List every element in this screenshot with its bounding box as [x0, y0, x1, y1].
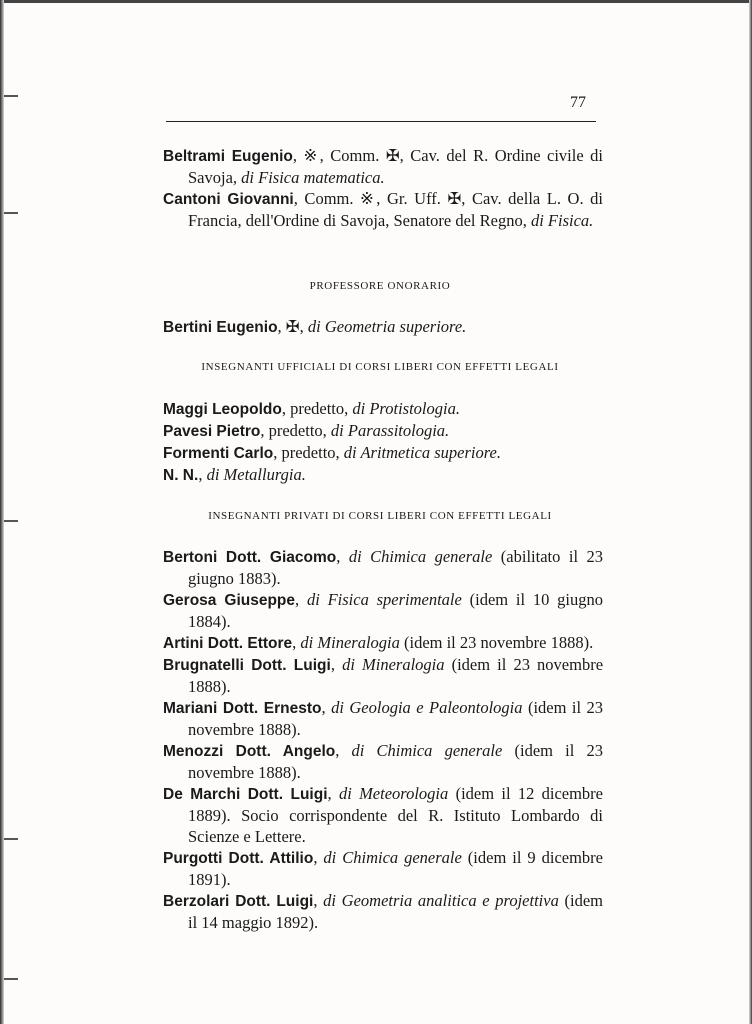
- section-heading-official: INSEGNANTI UFFICIALI DI CORSI LIBERI CON EFFETTI LEGALI: [201, 361, 559, 373]
- entry-name: Bertini Eugenio: [163, 319, 278, 336]
- entry-name: Formenti Carlo: [163, 445, 274, 462]
- entry: [163, 546, 603, 589]
- entry-note: (idem il 10 giugno 1884).: [188, 590, 603, 631]
- entry-field: di Fisica sperimentale: [306, 590, 462, 609]
- entry: [163, 316, 603, 338]
- entry-text: ,: [295, 590, 307, 609]
- entry-field: di Geometria analitica e projettiva: [323, 891, 559, 910]
- entry-text: ,: [313, 848, 324, 867]
- entry-name: Pavesi Pietro: [163, 423, 261, 440]
- entry-text: ,: [198, 465, 207, 484]
- entry-name: Berzolari Dott. Luigi: [163, 893, 314, 910]
- section-heading-private: INSEGNANTI PRIVATI DI CORSI LIBERI CON EFFETTI LEGALI: [208, 510, 552, 522]
- entry-field: di Fisica.: [530, 211, 594, 230]
- entry: [163, 589, 603, 632]
- entry: [163, 697, 603, 740]
- header-rule: [166, 121, 596, 122]
- entry-text: , predetto,: [281, 399, 353, 418]
- entry-note: (idem il 23 novembre 1888).: [188, 655, 604, 696]
- entry-name: Bertoni Dott. Giacomo: [163, 549, 337, 566]
- entry-field: di Fisica matematica.: [241, 168, 385, 187]
- official-entries: [163, 398, 603, 486]
- entry-text: ,: [313, 891, 324, 910]
- entry-note: (abilitato il 23 giugno 1883).: [188, 547, 604, 588]
- entry-note: (idem il 14 maggio 1892).: [188, 891, 603, 932]
- entry-field: di Mineralogia: [342, 655, 445, 674]
- entry: [163, 890, 603, 933]
- entry-name: Mariani Dott. Ernesto: [163, 700, 322, 717]
- entry-name: Artini Dott. Ettore: [163, 635, 293, 652]
- entry-name: Cantoni Giovanni: [163, 191, 294, 208]
- entry-note: (idem il 9 dicembre 1891).: [188, 848, 604, 889]
- page-number: 77: [570, 94, 586, 111]
- entry-name: Purgotti Dott. Attilio: [163, 850, 314, 867]
- entry: [163, 654, 603, 697]
- page-left-edge: [0, 0, 4, 1024]
- entry-field: di Mineralogia: [300, 633, 400, 652]
- section-heading-honorary: PROFESSORE ONORARIO: [309, 280, 451, 292]
- entry: [163, 740, 603, 783]
- entry-field: di Chimica generale: [348, 547, 493, 566]
- entry: [163, 398, 603, 420]
- margin-mark: [4, 520, 18, 522]
- entry-note: (idem il 23 novembre 1888).: [188, 741, 603, 782]
- entry: [163, 188, 603, 231]
- entry-name: Maggi Leopoldo: [163, 401, 282, 418]
- entry-text: , predetto,: [273, 443, 344, 462]
- entry: [163, 783, 603, 847]
- private-entries: [163, 546, 603, 933]
- entry-field: di Geologia e Paleontologia: [331, 698, 523, 717]
- entry-name: Brugnatelli Dott. Luigi: [163, 657, 331, 674]
- honorary-entries: [163, 316, 603, 338]
- entry-name: Menozzi Dott. Angelo: [163, 743, 336, 760]
- entry-field: di Geometria superiore.: [307, 317, 467, 336]
- entry: [163, 464, 603, 486]
- entry-text: , ✠,: [277, 317, 308, 336]
- entry: [163, 145, 603, 188]
- entry-text: , ※, Comm. ✠, Cav. del R. Ordine civile di Savoja,: [188, 146, 604, 187]
- top-entries: [163, 145, 603, 231]
- entry-text: ,: [327, 784, 339, 803]
- entry-field: di Parassitologia.: [330, 421, 450, 440]
- margin-mark: [4, 838, 18, 840]
- entry-text: ,: [321, 698, 332, 717]
- entry-note: (idem il 12 dicembre 1889). Socio corrispondente del R. Istituto Lombardo di Scienze e Lettere.: [188, 784, 604, 846]
- entry-field: di Meteorologia: [338, 784, 449, 803]
- entry-text: ,: [330, 655, 343, 674]
- entry-text: ,: [336, 547, 349, 566]
- entry-text: ,: [335, 741, 352, 760]
- entry-name: Gerosa Giuseppe: [163, 592, 296, 609]
- margin-mark: [4, 212, 18, 214]
- margin-mark: [4, 978, 18, 980]
- page-top-edge: [0, 0, 752, 3]
- entry-field: di Aritmetica superiore.: [343, 443, 501, 462]
- entry-text: , Comm. ※, Gr. Uff. ✠, Cav. della L. O. di Francia, dell'Ordine di Savoja, Senatore del Regno,: [188, 189, 603, 230]
- entry-name: Beltrami Eugenio: [163, 148, 293, 165]
- entry-field: di Chimica generale: [351, 741, 503, 760]
- entry-note: (idem il 23 novembre 1888).: [188, 698, 604, 739]
- entry-name: De Marchi Dott. Luigi: [163, 786, 328, 803]
- entry: [163, 442, 603, 464]
- entry-field: di Chimica generale: [323, 848, 462, 867]
- entry-name: N. N.: [163, 467, 199, 484]
- margin-mark: [4, 95, 18, 97]
- entry-field: di Protistologia.: [352, 399, 460, 418]
- entry-note: (idem il 23 novembre 1888).: [399, 633, 594, 652]
- entry-field: di Metallurgia.: [206, 465, 306, 484]
- entry: [163, 420, 603, 442]
- entry: [163, 847, 603, 890]
- entry-text: , predetto,: [260, 421, 331, 440]
- entry-text: ,: [292, 633, 301, 652]
- entry: [163, 632, 603, 654]
